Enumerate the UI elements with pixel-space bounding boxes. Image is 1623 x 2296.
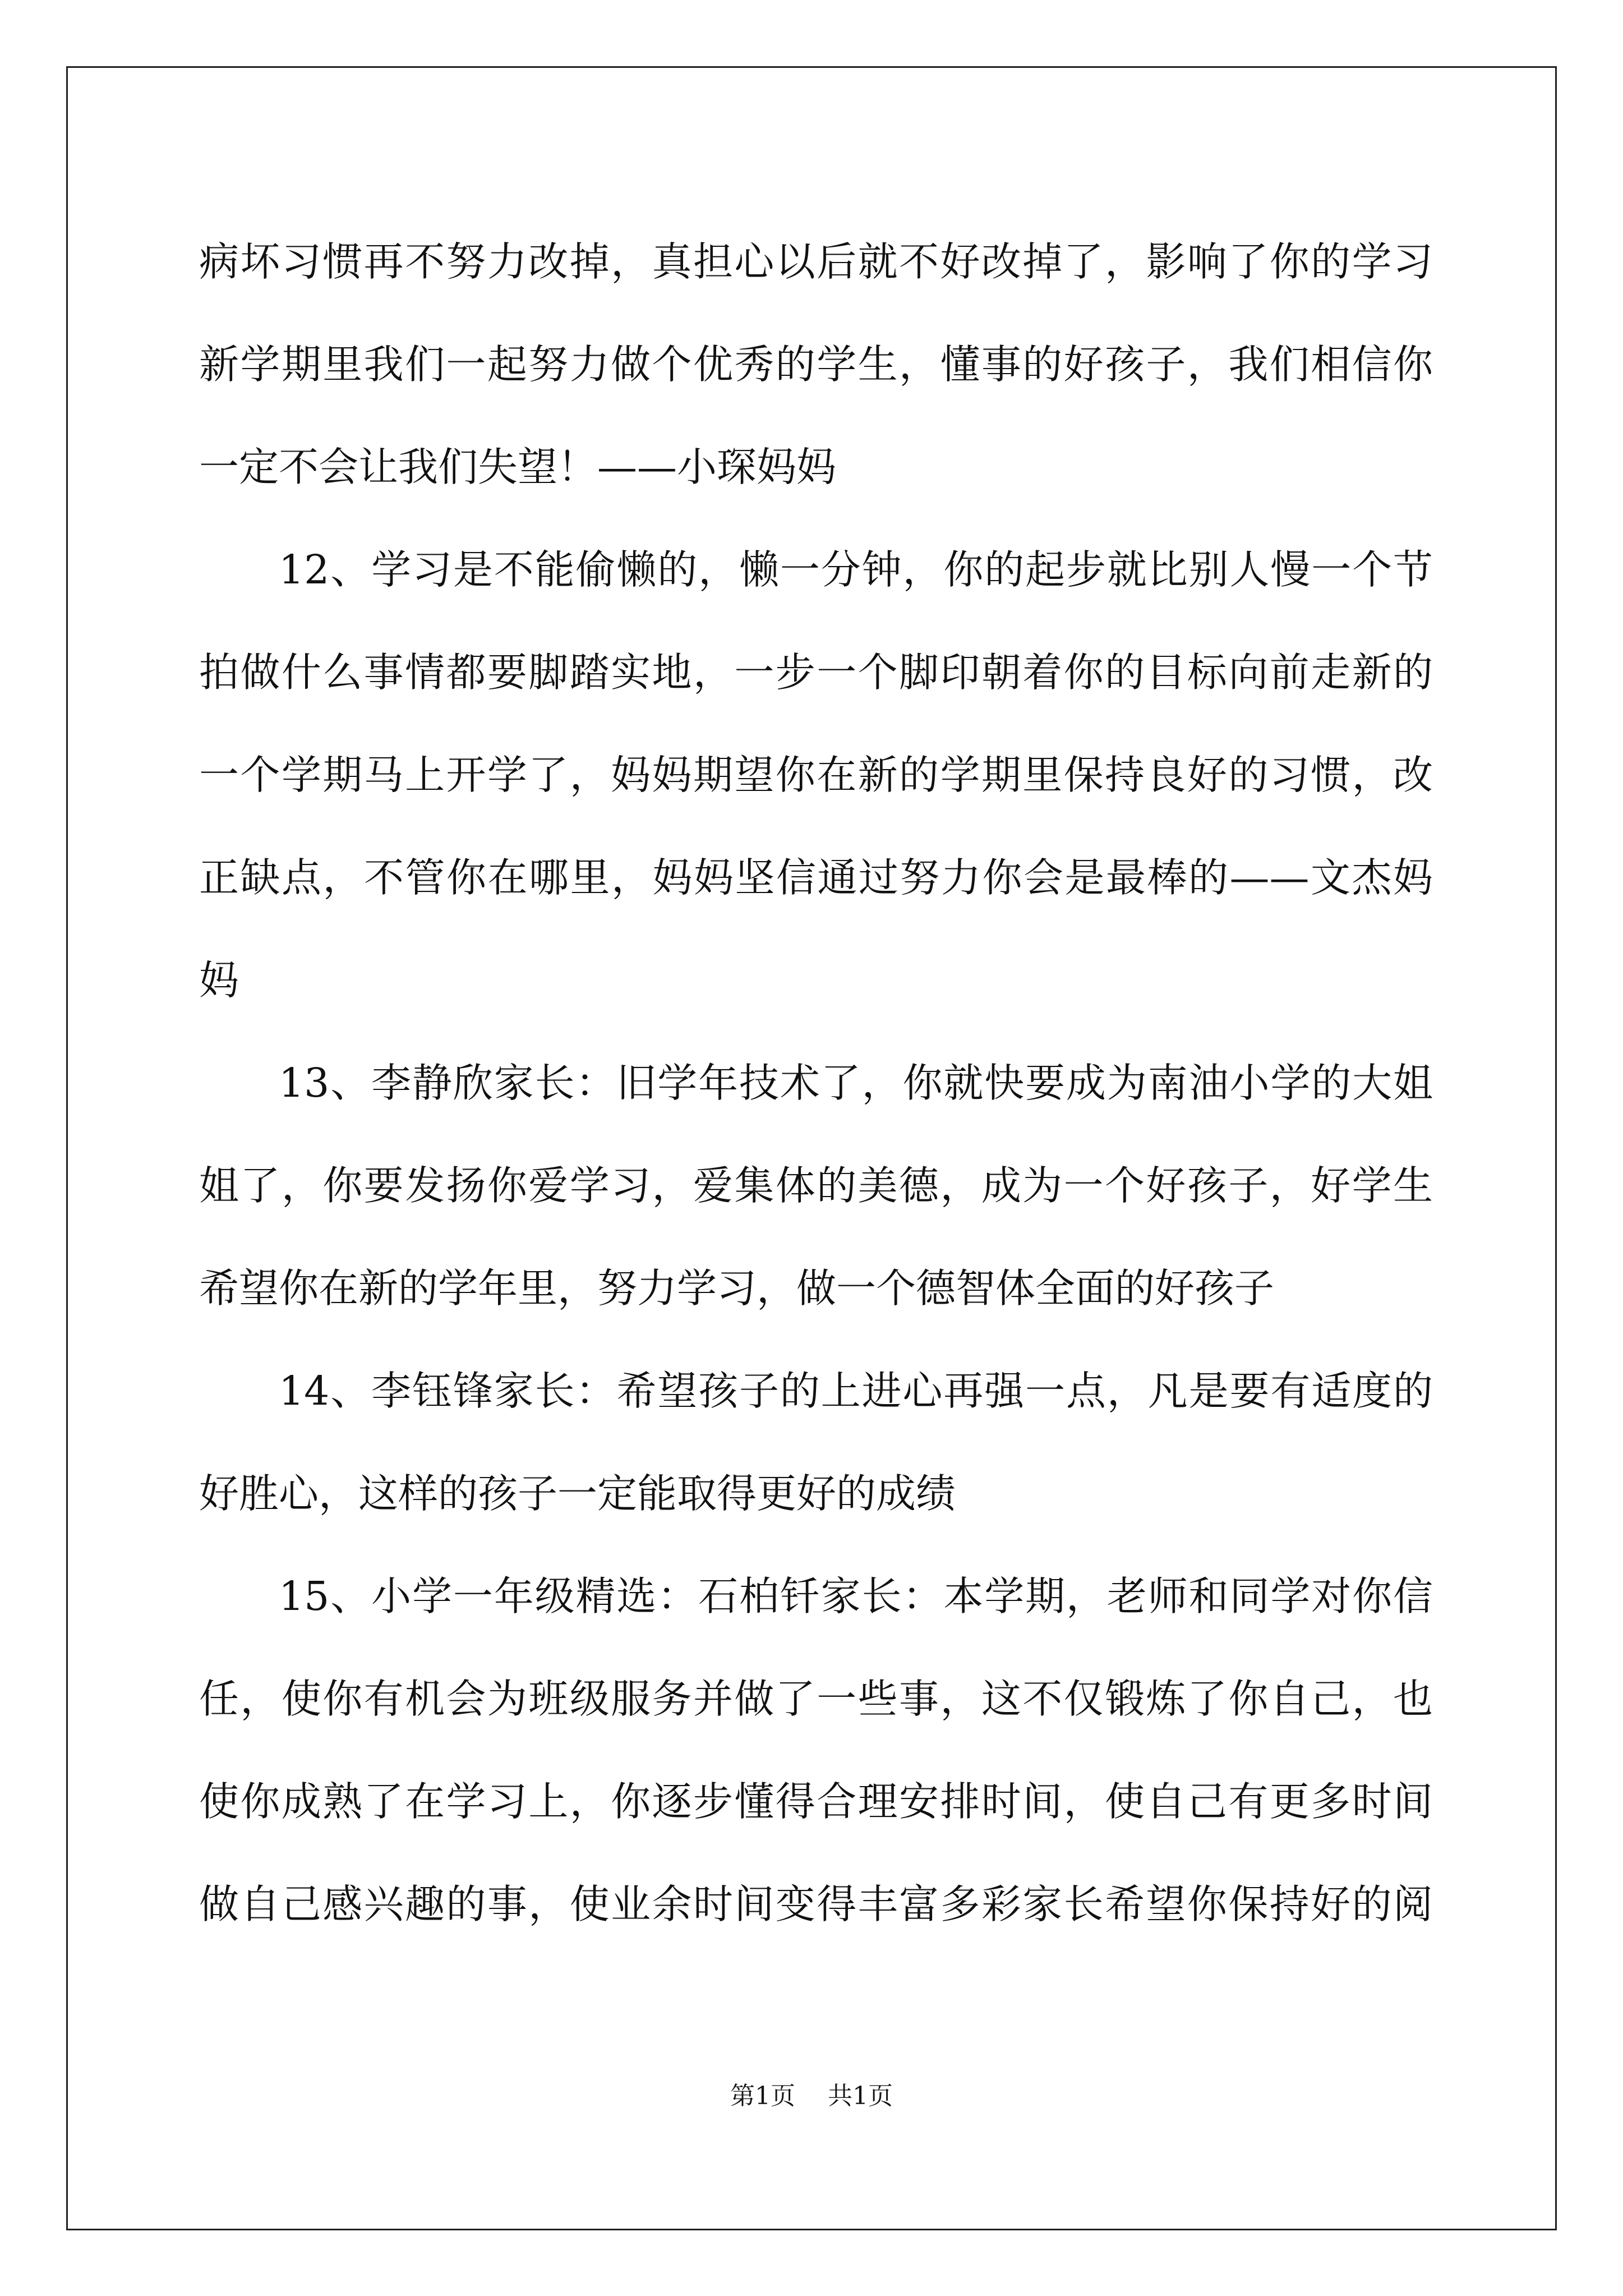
text-line: 正缺点，不管你在哪里，妈妈坚信通过努力你会是最棒的——文杰妈	[199, 854, 1433, 901]
total-pages: 共1页	[828, 2082, 893, 2110]
text-line: 希望你在新的学年里，努力学习，做一个德智体全面的好孩子	[199, 1265, 1275, 1312]
text-line: 好胜心，这样的孩子一定能取得更好的成绩	[199, 1470, 956, 1517]
text-line: 姐了，你要发扬你爱学习，爱集体的美德，成为一个好孩子，好学生	[199, 1162, 1433, 1209]
text-line: 新学期里我们一起努力做个优秀的学生，懂事的好孩子，我们相信你	[199, 341, 1433, 388]
page-footer	[0, 2076, 1623, 2111]
text-line: 一定不会让我们失望！——小琛妈妈	[199, 444, 837, 490]
text-line: 一个学期马上开学了，妈妈期望你在新的学期里保持良好的习惯，改	[199, 752, 1433, 798]
text-line: 做自己感兴趣的事，使业余时间变得丰富多彩家长希望你保持好的阅	[199, 1881, 1433, 1927]
text-line: 拍做什么事情都要脚踏实地，一步一个脚印朝着你的目标向前走新的	[199, 649, 1433, 696]
text-line: 使你成熟了在学习上，你逐步懂得合理安排时间，使自己有更多时间	[199, 1778, 1433, 1825]
text-line: 妈	[199, 957, 239, 1004]
text-line: 病坏习惯再不努力改掉，真担心以后就不好改掉了，影响了你的学习	[199, 238, 1433, 285]
paragraph-start-line: 12、学习是不能偷懒的，懒一分钟，你的起步就比别人慢一个节	[279, 546, 1433, 593]
paragraph-start-line: 14、李钰锋家长：希望孩子的上进心再强一点，凡是要有适度的	[279, 1368, 1433, 1414]
page-number: 第1页	[730, 2082, 795, 2110]
paragraph-start-line: 15、小学一年级精选：石柏钎家长：本学期，老师和同学对你信	[279, 1573, 1433, 1619]
document-body	[199, 210, 1433, 1955]
text-line: 任，使你有机会为班级服务并做了一些事，这不仅锻炼了你自己，也	[199, 1676, 1433, 1722]
paragraph-start-line: 13、李静欣家长：旧学年技术了，你就快要成为南油小学的大姐	[279, 1060, 1433, 1106]
